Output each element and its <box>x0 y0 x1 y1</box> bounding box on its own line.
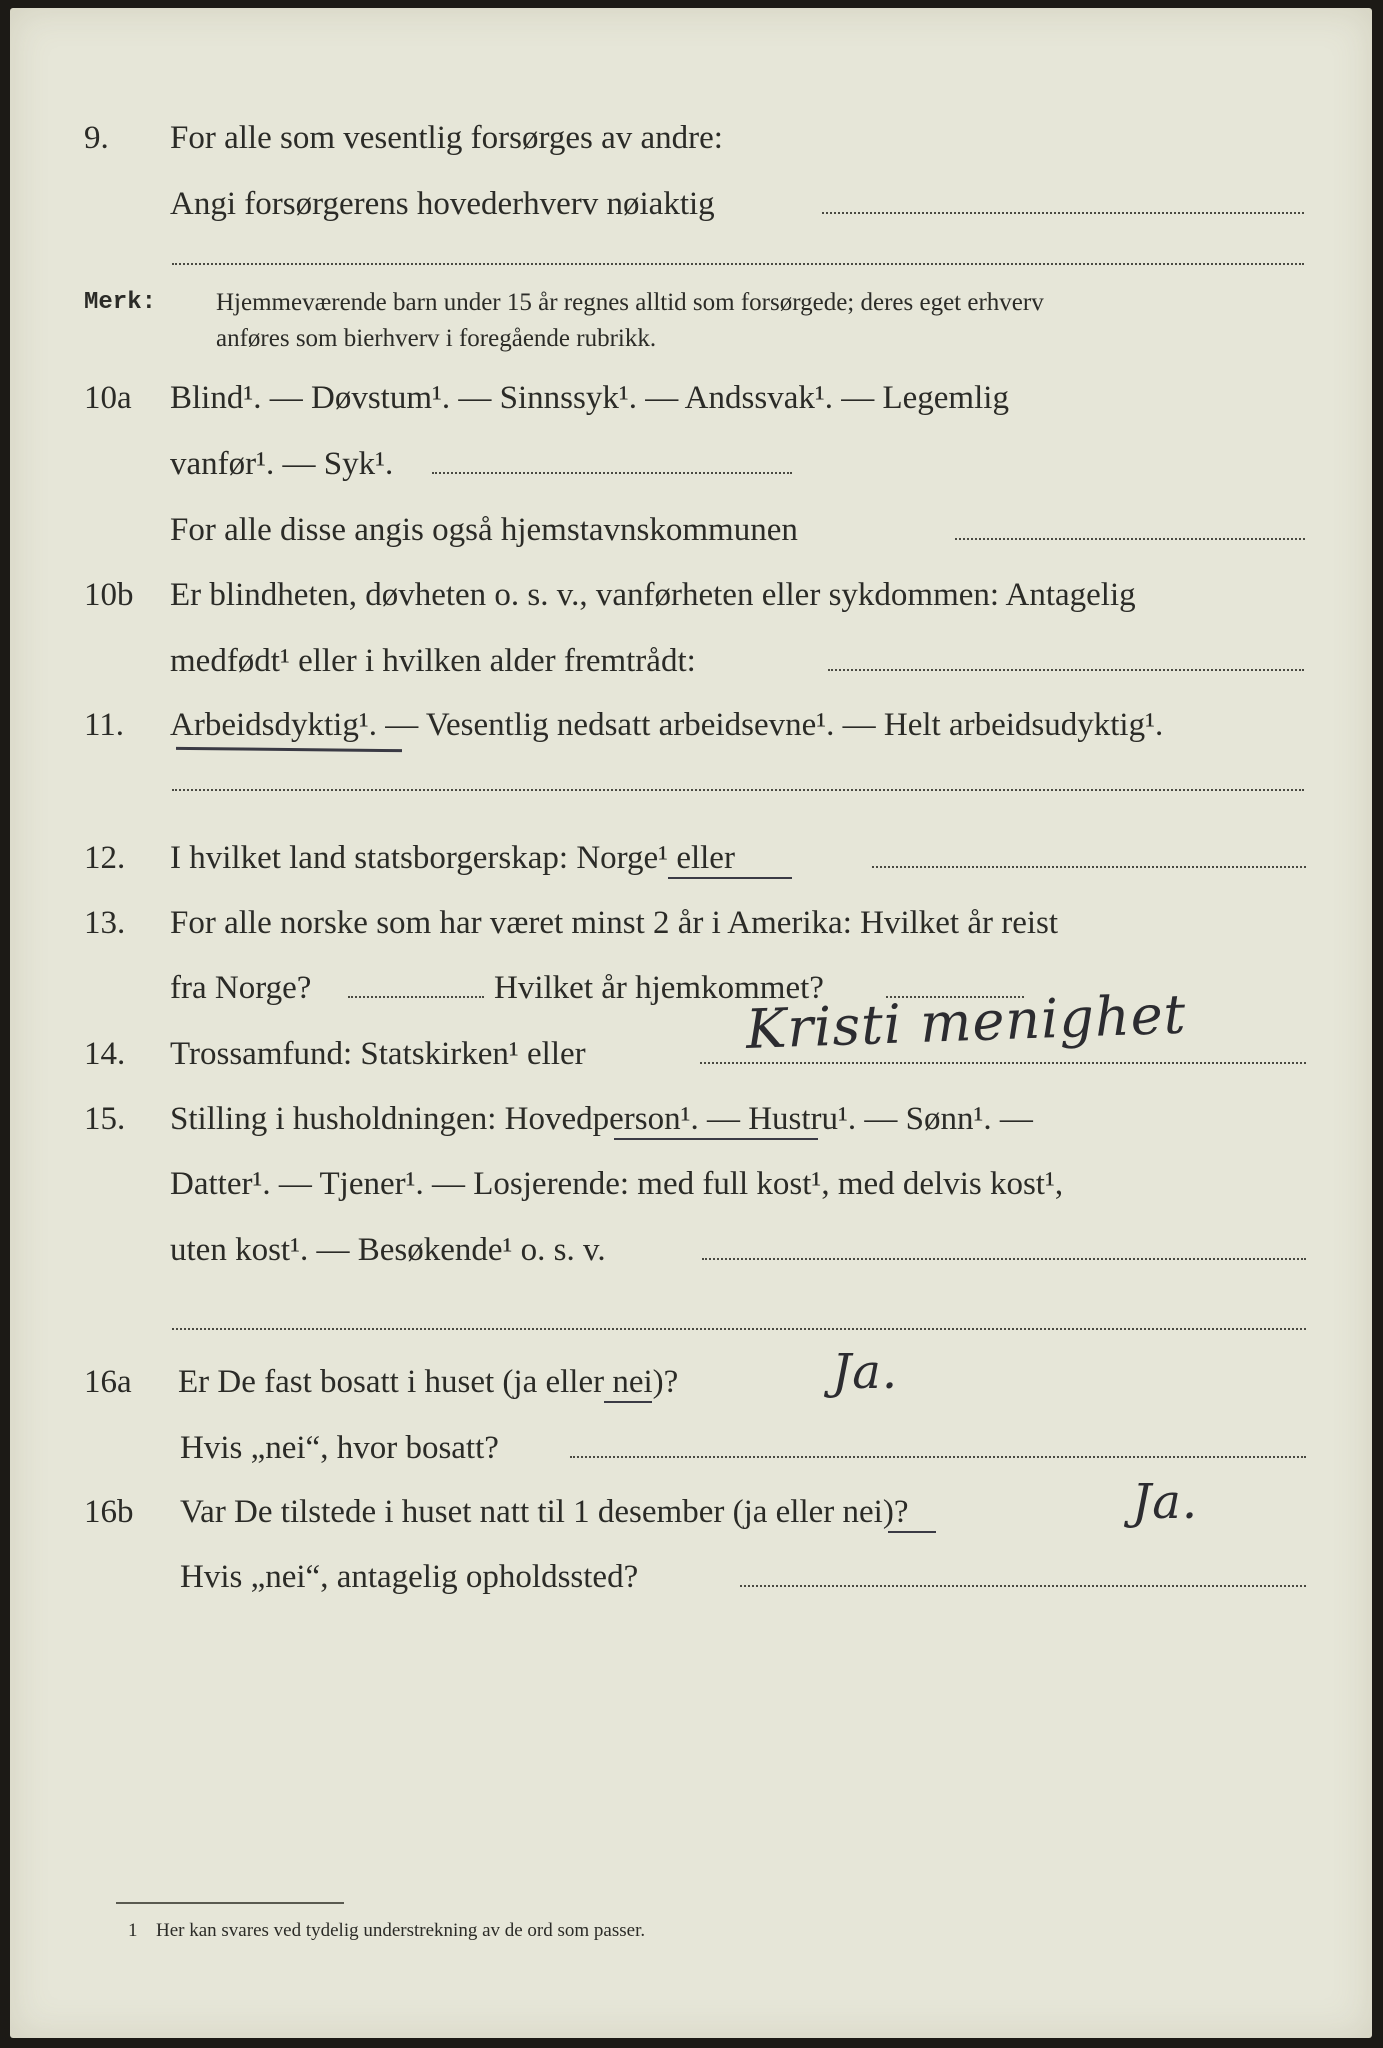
answer-line[interactable] <box>348 996 484 998</box>
answer-line[interactable] <box>702 1258 1306 1260</box>
answer-line[interactable] <box>172 263 1304 265</box>
question-text: Trossamfund: Statskirken¹ eller <box>170 1036 586 1072</box>
answer-line[interactable] <box>700 1062 1306 1064</box>
note-text: anføres som bierhverv i foregående rubrikk. <box>216 325 657 352</box>
question-number: 13. <box>84 905 126 941</box>
handwritten-underline <box>668 877 792 879</box>
question-text: For alle norske som har været minst 2 år i Amerika: Hvilket år reist <box>170 905 1059 941</box>
handwritten-underline <box>604 1401 652 1403</box>
question-text: fra Norge? <box>170 970 312 1006</box>
question-text: Er De fast bosatt i huset (ja eller nei)? <box>178 1364 679 1400</box>
answer-line[interactable] <box>172 789 1304 791</box>
question-number: 14. <box>84 1036 126 1072</box>
question-number: 11. <box>84 707 125 743</box>
question-text: For alle disse angis også hjemstavnskommunen <box>170 512 798 548</box>
answer-line[interactable] <box>172 1328 1306 1330</box>
question-text: Hvis „nei“, antagelig opholdssted? <box>180 1559 639 1595</box>
handwritten-answer: Kristi menighet <box>744 982 1188 1061</box>
question-text: Hvis „nei“, hvor bosatt? <box>180 1430 499 1466</box>
question-text: Hvilket år hjemkommet? <box>494 970 824 1006</box>
question-text: medfødt¹ eller i hvilken alder fremtrådt: <box>170 643 696 679</box>
question-number: 12. <box>84 840 126 876</box>
question-number: 16b <box>84 1494 134 1530</box>
question-number: 10a <box>84 380 132 416</box>
answer-line[interactable] <box>828 669 1304 671</box>
note-text: Hjemmeværende barn under 15 år regnes alltid som forsørgede; deres eget erhverv <box>216 289 1044 316</box>
question-text: Datter¹. — Tjener¹. — Losjerende: med full kost¹, med delvis kost¹, <box>170 1166 1064 1202</box>
question-number: 16a <box>84 1364 132 1400</box>
question-text: Stilling i husholdningen: Hovedperson¹. — Hustru¹. — Sønn¹. — <box>170 1101 1033 1137</box>
answer-line[interactable] <box>432 472 792 474</box>
question-text: vanfør¹. — Syk¹. <box>170 446 394 482</box>
footnote-mark: 1 <box>128 1920 138 1941</box>
answer-line[interactable] <box>740 1585 1306 1587</box>
census-form-page <box>10 8 1372 2038</box>
question-text: Blind¹. — Døvstum¹. — Sinnssyk¹. — Andssvak¹. — Legemlig <box>170 380 1009 416</box>
answer-line[interactable] <box>822 212 1304 214</box>
question-text: Er blindheten, døvheten o. s. v., vanførheten eller sykdommen: Antagelig <box>170 577 1136 613</box>
answer-line[interactable] <box>955 538 1305 540</box>
question-text: I hvilket land statsborgerskap: Norge¹ eller <box>170 840 735 876</box>
question-number: 9. <box>84 120 109 156</box>
question-number: 15. <box>84 1101 126 1137</box>
question-text: uten kost¹. — Besøkende¹ o. s. v. <box>170 1232 606 1268</box>
handwritten-underline <box>888 1531 936 1533</box>
handwritten-answer: Ja. <box>832 1344 899 1400</box>
handwritten-underline <box>614 1138 818 1140</box>
handwritten-answer: Ja. <box>1132 1474 1199 1530</box>
question-text: Var De tilstede i huset natt til 1 desember (ja eller nei)? <box>180 1494 909 1530</box>
question-text: For alle som vesentlig forsørges av andre: <box>170 120 723 156</box>
handwritten-underline <box>176 747 402 752</box>
footnote-rule <box>116 1902 344 1904</box>
footnote-text: Her kan svares ved tydelig understrekning av de ord som passer. <box>156 1920 646 1941</box>
note-label: Merk: <box>84 289 157 316</box>
question-number: 10b <box>84 577 134 613</box>
answer-line[interactable] <box>872 866 1306 868</box>
answer-line[interactable] <box>570 1456 1306 1458</box>
question-text: Angi forsørgerens hovederhverv nøiaktig <box>170 186 715 222</box>
question-text: Arbeidsdyktig¹. — Vesentlig nedsatt arbeidsevne¹. — Helt arbeidsudyktig¹. <box>170 707 1164 743</box>
